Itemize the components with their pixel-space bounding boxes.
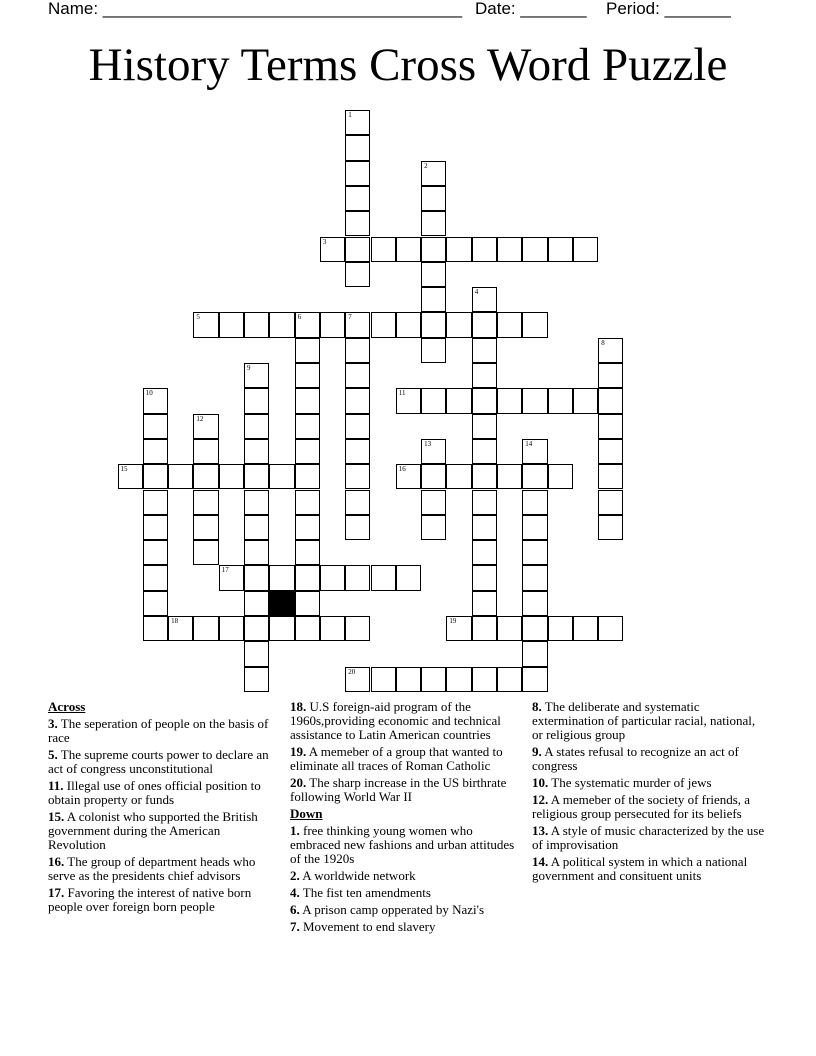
clue-number-label: 20 <box>348 667 356 676</box>
crossword-cell[interactable] <box>371 667 396 692</box>
clue-item <box>532 793 768 821</box>
clue-number-label: 5 <box>196 313 200 322</box>
clue-number: 19. <box>290 744 307 759</box>
crossword-cell[interactable] <box>598 414 623 439</box>
crossword-cell[interactable] <box>219 616 244 641</box>
date-field[interactable]: Date: _______ <box>475 0 587 18</box>
clue-item <box>48 855 280 883</box>
crossword-cell[interactable] <box>244 641 269 666</box>
crossword-cell[interactable] <box>548 237 573 262</box>
crossword-cell[interactable] <box>446 616 471 641</box>
crossword-cell[interactable] <box>143 388 168 413</box>
crossword-cell[interactable] <box>421 439 446 464</box>
crossword-cell[interactable] <box>143 616 168 641</box>
crossword-cell[interactable] <box>193 490 218 515</box>
clue-text: A worldwide network <box>299 868 416 883</box>
clue-item <box>48 748 280 776</box>
clue-number-label: 9 <box>247 364 251 372</box>
clue-number-label: 13 <box>424 439 432 448</box>
clue-number: 9. <box>532 744 542 759</box>
clue-number: 8. <box>532 699 542 714</box>
crossword-cell[interactable] <box>472 591 497 616</box>
crossword-cell[interactable] <box>193 414 218 439</box>
crossword-cell[interactable] <box>421 338 446 363</box>
crossword-cell[interactable] <box>143 515 168 540</box>
clue-item <box>532 824 768 852</box>
crossword-cell[interactable] <box>244 464 269 489</box>
crossword-cell[interactable] <box>446 388 471 413</box>
crossword-cell[interactable] <box>396 312 421 337</box>
crossword-cell[interactable] <box>598 338 623 363</box>
crossword-cell[interactable] <box>244 312 269 337</box>
clue-text: The group of department heads who serve as the presidents chief advisors <box>48 854 256 883</box>
crossword-cell[interactable] <box>193 464 218 489</box>
crossword-cell[interactable] <box>522 616 547 641</box>
clue-number: 17. <box>48 885 65 900</box>
crossword-cell[interactable] <box>269 464 294 489</box>
crossword-cell[interactable] <box>421 237 446 262</box>
clue-text: U.S foreign-aid program of the 1960s,providing economic and technical assistance to Latin American countries <box>290 699 501 742</box>
crossword-cell[interactable] <box>143 439 168 464</box>
clue-number: 10. <box>532 775 549 790</box>
crossword-cell[interactable] <box>219 312 244 337</box>
crossword-cell[interactable] <box>295 490 320 515</box>
section-heading: Across <box>48 699 86 714</box>
clue-text: Movement to end slavery <box>299 919 436 934</box>
crossword-cell[interactable] <box>295 540 320 565</box>
crossword-cell[interactable] <box>446 667 471 692</box>
crossword-cell[interactable] <box>244 515 269 540</box>
crossword-cell[interactable] <box>472 515 497 540</box>
crossword-cell[interactable] <box>497 237 522 262</box>
clue-item <box>48 779 280 807</box>
crossword-cell[interactable] <box>371 565 396 590</box>
crossword-cell[interactable] <box>295 591 320 616</box>
crossword-cell[interactable] <box>193 515 218 540</box>
clue-number-label: 1 <box>348 111 352 119</box>
crossword-cell[interactable] <box>548 616 573 641</box>
crossword-cell[interactable] <box>219 464 244 489</box>
crossword-cell[interactable] <box>522 565 547 590</box>
crossword-cell[interactable] <box>522 540 547 565</box>
crossword-cell[interactable] <box>497 667 522 692</box>
crossword-cell[interactable] <box>143 565 168 590</box>
crossword-cell[interactable] <box>497 388 522 413</box>
crossword-cell[interactable] <box>143 464 168 489</box>
clue-item <box>532 745 768 773</box>
clue-number: 12. <box>532 792 549 807</box>
crossword-cell[interactable] <box>168 464 193 489</box>
crossword-cell[interactable] <box>143 540 168 565</box>
crossword-cell[interactable] <box>548 388 573 413</box>
clue-number-label: 8 <box>601 338 605 347</box>
crossword-cell[interactable] <box>345 262 370 287</box>
crossword-cell[interactable] <box>345 211 370 236</box>
crossword-cell[interactable] <box>598 439 623 464</box>
clue-text: The sharp increase in the US birthrate following World War II <box>290 775 507 804</box>
clue-number: 1. <box>290 823 300 838</box>
clue-number-label: 18 <box>171 617 179 625</box>
crossword-cell[interactable] <box>421 388 446 413</box>
clue-text: Illegal use of ones official position to obtain property or funds <box>48 778 261 807</box>
crossword-cell[interactable] <box>193 616 218 641</box>
crossword-cell[interactable] <box>522 464 547 489</box>
clue-text: A states refusal to recognize an act of congress <box>532 744 739 773</box>
clue-item <box>290 776 526 804</box>
crossword-cell[interactable] <box>522 490 547 515</box>
crossword-cell[interactable] <box>244 565 269 590</box>
clue-number: 20. <box>290 775 307 790</box>
clue-item <box>290 869 526 883</box>
crossword-cell[interactable] <box>396 565 421 590</box>
crossword-cell[interactable] <box>522 388 547 413</box>
clue-number: 5. <box>48 747 58 762</box>
clue-column-1 <box>48 700 280 917</box>
blocked-cell <box>269 591 294 616</box>
crossword-cell[interactable] <box>446 464 471 489</box>
crossword-cell[interactable] <box>472 237 497 262</box>
crossword-cell[interactable] <box>421 515 446 540</box>
crossword-cell[interactable] <box>269 312 294 337</box>
crossword-cell[interactable] <box>497 312 522 337</box>
crossword-cell[interactable] <box>320 616 345 641</box>
crossword-cell[interactable] <box>472 565 497 590</box>
crossword-cell[interactable] <box>345 414 370 439</box>
crossword-cell[interactable] <box>244 591 269 616</box>
crossword-cell[interactable] <box>497 464 522 489</box>
crossword-cell[interactable] <box>421 211 446 236</box>
crossword-cell[interactable] <box>118 464 143 489</box>
clue-item <box>532 855 768 883</box>
crossword-cell[interactable] <box>472 439 497 464</box>
clue-number: 11. <box>48 778 64 793</box>
crossword-cell[interactable] <box>522 591 547 616</box>
crossword-cell[interactable] <box>472 414 497 439</box>
crossword-cell[interactable] <box>193 540 218 565</box>
crossword-cell[interactable] <box>522 237 547 262</box>
clue-number-label: 16 <box>398 465 406 474</box>
clue-number: 7. <box>290 919 300 934</box>
crossword-cell[interactable] <box>371 237 396 262</box>
crossword-cell[interactable] <box>472 312 497 337</box>
clue-item <box>48 717 280 745</box>
crossword-cell[interactable] <box>244 667 269 692</box>
clue-number: 6. <box>290 902 300 917</box>
crossword-cell[interactable] <box>472 616 497 641</box>
clue-number-label: 15 <box>120 465 128 474</box>
crossword-cell[interactable] <box>295 439 320 464</box>
crossword-cell[interactable] <box>522 667 547 692</box>
crossword-cell[interactable] <box>244 616 269 641</box>
clue-text: The systematic murder of jews <box>548 775 712 790</box>
clue-number: 15. <box>48 809 65 824</box>
clue-item <box>290 700 526 742</box>
crossword-cell[interactable] <box>295 515 320 540</box>
crossword-cell[interactable] <box>244 540 269 565</box>
crossword-cell[interactable] <box>320 237 345 262</box>
crossword-cell[interactable] <box>295 565 320 590</box>
crossword-cell[interactable] <box>421 287 446 312</box>
crossword-cell[interactable] <box>345 135 370 160</box>
clue-text: A colonist who supported the British government during the American Revolution <box>48 809 258 852</box>
clue-text: The seperation of people on the basis of race <box>48 716 269 745</box>
clue-text: The supreme courts power to declare an act of congress unconstitutional <box>48 747 269 776</box>
crossword-cell[interactable] <box>244 388 269 413</box>
crossword-cell[interactable] <box>345 110 370 135</box>
clue-number: 4. <box>290 885 300 900</box>
crossword-cell[interactable] <box>345 161 370 186</box>
clue-number: 18. <box>290 699 307 714</box>
crossword-cell[interactable] <box>396 237 421 262</box>
clue-number-label: 19 <box>449 617 457 625</box>
crossword-cell[interactable] <box>345 464 370 489</box>
crossword-cell[interactable] <box>345 186 370 211</box>
crossword-cell[interactable] <box>345 388 370 413</box>
name-field[interactable]: Name: ______________________________________ <box>48 0 463 18</box>
page-title: History Terms Cross Word Puzzle <box>88 39 728 91</box>
crossword-cell[interactable] <box>573 616 598 641</box>
crossword-cell[interactable] <box>421 312 446 337</box>
crossword-cell[interactable] <box>295 338 320 363</box>
crossword-cell[interactable] <box>143 490 168 515</box>
clue-number: 16. <box>48 854 65 869</box>
clue-number-label: 17 <box>221 566 229 575</box>
crossword-cell[interactable] <box>345 237 370 262</box>
crossword-cell[interactable] <box>421 262 446 287</box>
crossword-cell[interactable] <box>345 616 370 641</box>
crossword-cell[interactable] <box>244 490 269 515</box>
section-heading: Down <box>290 806 323 821</box>
clue-text: The fist ten amendments <box>299 885 431 900</box>
clue-text: A memeber of a group that wanted to eliminate all traces of Roman Catholic <box>290 744 503 773</box>
crossword-cell[interactable] <box>396 667 421 692</box>
clue-text: free thinking young women who embraced new fashions and urban attitudes of the 1920s <box>290 823 515 866</box>
clue-number: 2. <box>290 868 300 883</box>
crossword-cell[interactable] <box>598 490 623 515</box>
crossword-cell[interactable] <box>598 363 623 388</box>
crossword-cell[interactable] <box>472 287 497 312</box>
crossword-cell[interactable] <box>320 565 345 590</box>
clue-number-label: 6 <box>297 313 302 322</box>
clue-item <box>48 810 280 852</box>
clue-text: A memeber of the society of friends, a religious group persecuted for its beliefs <box>532 792 751 821</box>
period-field[interactable]: Period: _______ <box>606 0 731 18</box>
crossword-cell[interactable] <box>219 565 244 590</box>
crossword-cell[interactable] <box>295 363 320 388</box>
crossword-cell[interactable] <box>598 464 623 489</box>
crossword-cell[interactable] <box>446 237 471 262</box>
clue-number-label: 12 <box>196 414 204 423</box>
crossword-cell[interactable] <box>396 464 421 489</box>
clue-column-2 <box>290 700 526 937</box>
clue-item <box>290 920 526 934</box>
crossword-cell[interactable] <box>244 414 269 439</box>
crossword-cell[interactable] <box>345 667 370 692</box>
crossword-cell[interactable] <box>472 490 497 515</box>
crossword-cell[interactable] <box>421 161 446 186</box>
clue-number: 3. <box>48 716 58 731</box>
clue-number-label: 4 <box>474 288 479 297</box>
clue-column-3 <box>532 700 768 886</box>
crossword-cell[interactable] <box>472 464 497 489</box>
crossword-cell[interactable] <box>193 312 218 337</box>
crossword-cell[interactable] <box>345 363 370 388</box>
crossword-cell[interactable] <box>598 616 623 641</box>
crossword-cell[interactable] <box>446 312 471 337</box>
clue-number-label: 10 <box>145 389 153 398</box>
clue-item <box>290 886 526 900</box>
clue-item <box>290 903 526 917</box>
clue-text: A political system in which a national government and consituent units <box>532 854 748 883</box>
crossword-cell[interactable] <box>598 515 623 540</box>
crossword-cell[interactable] <box>244 439 269 464</box>
crossword-cell[interactable] <box>421 667 446 692</box>
crossword-cell[interactable] <box>320 312 345 337</box>
crossword-cell[interactable] <box>345 565 370 590</box>
clue-item <box>290 824 526 866</box>
crossword-cell[interactable] <box>548 464 573 489</box>
crossword-cell[interactable] <box>193 439 218 464</box>
clue-text: A style of music characterized by the use of improvisation <box>532 823 765 852</box>
clue-number-label: 14 <box>525 439 533 448</box>
crossword-cell[interactable] <box>472 363 497 388</box>
clue-text: A prison camp opperated by Nazi's <box>299 902 485 917</box>
clue-text: The deliberate and systematic extermination of particular racial, national, or religious group <box>532 699 756 742</box>
crossword-cell[interactable] <box>143 591 168 616</box>
crossword-cell[interactable] <box>598 388 623 413</box>
clue-number: 14. <box>532 854 549 869</box>
crossword-cell[interactable] <box>522 515 547 540</box>
crossword-cell[interactable] <box>345 515 370 540</box>
clue-item <box>48 886 280 914</box>
clue-text: Favoring the interest of native born people over foreign born people <box>48 885 252 914</box>
crossword-cell[interactable] <box>472 388 497 413</box>
crossword-cell[interactable] <box>573 237 598 262</box>
clue-number-label: 11 <box>398 389 406 398</box>
crossword-cell[interactable] <box>345 312 370 337</box>
crossword-cell[interactable] <box>472 667 497 692</box>
crossword-cell[interactable] <box>168 616 193 641</box>
crossword-cell[interactable] <box>244 363 269 388</box>
clue-item <box>532 700 768 742</box>
crossword-cell[interactable] <box>295 312 320 337</box>
clue-number-label: 7 <box>348 313 352 322</box>
crossword-cell[interactable] <box>143 414 168 439</box>
crossword-cell[interactable] <box>345 439 370 464</box>
crossword-cell[interactable] <box>345 490 370 515</box>
crossword-cell[interactable] <box>421 464 446 489</box>
crossword-cell[interactable] <box>522 439 547 464</box>
crossword-cell[interactable] <box>295 616 320 641</box>
crossword-cell[interactable] <box>522 641 547 666</box>
crossword-cell[interactable] <box>269 616 294 641</box>
crossword-cell[interactable] <box>396 388 421 413</box>
crossword-cell[interactable] <box>421 186 446 211</box>
crossword-cell[interactable] <box>371 312 396 337</box>
crossword-cell[interactable] <box>421 490 446 515</box>
crossword-cell[interactable] <box>472 338 497 363</box>
crossword-cell[interactable] <box>295 464 320 489</box>
crossword-cell[interactable] <box>522 312 547 337</box>
clue-item <box>532 776 768 790</box>
clue-number-label: 2 <box>424 161 428 170</box>
crossword-cell[interactable] <box>472 540 497 565</box>
crossword-cell[interactable] <box>295 414 320 439</box>
clue-item <box>290 745 526 773</box>
crossword-cell[interactable] <box>295 388 320 413</box>
clue-number-label: 3 <box>322 237 327 246</box>
crossword-cell[interactable] <box>269 565 294 590</box>
crossword-cell[interactable] <box>345 338 370 363</box>
clue-number: 13. <box>532 823 549 838</box>
crossword-cell[interactable] <box>497 616 522 641</box>
crossword-cell[interactable] <box>573 388 598 413</box>
